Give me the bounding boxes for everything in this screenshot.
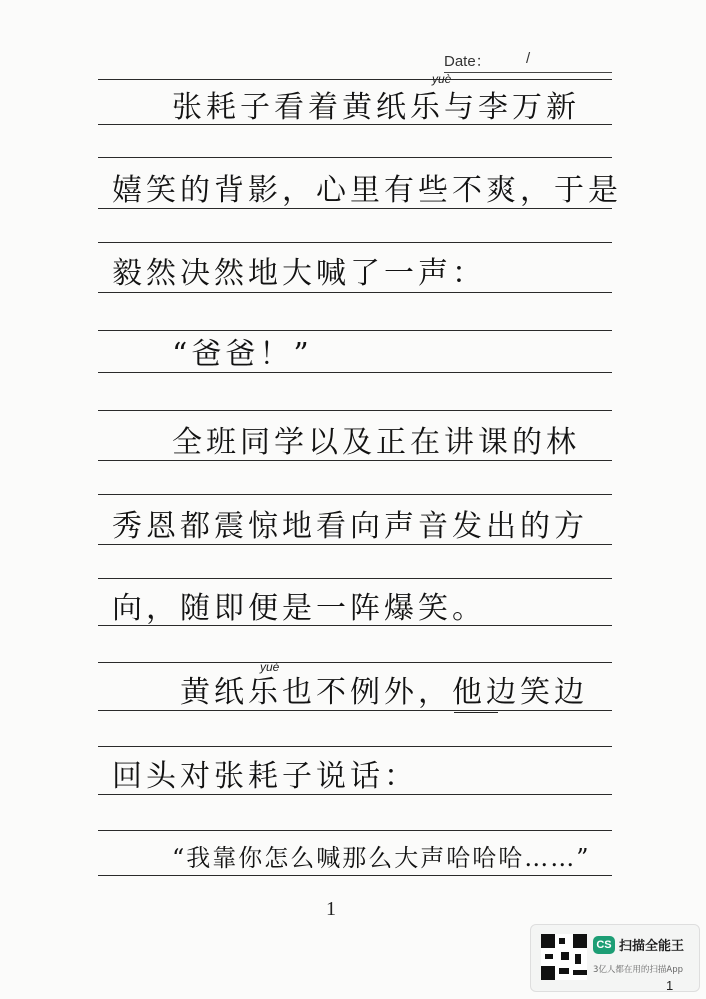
ruled-line	[98, 292, 612, 293]
date-field	[444, 50, 531, 71]
app-name: 扫描全能王	[619, 939, 685, 954]
date-label: Date：	[444, 53, 491, 70]
handwriting-line: 张耗子看着黄纸乐与李万新	[172, 90, 580, 125]
handwriting-line: 秀恩都震惊地看向声音发出的方	[112, 509, 588, 544]
ruled-line	[98, 578, 612, 579]
ruled-line	[98, 710, 612, 711]
ruled-line	[98, 330, 612, 331]
handwriting-line: “爸爸！”	[172, 337, 313, 372]
ruled-line	[98, 208, 612, 209]
underline-mark	[454, 712, 498, 713]
handwriting-line: 毅然决然地大喊了一声：	[112, 256, 486, 291]
handwriting-line: 嬉笑的背影，心里有些不爽，于是	[112, 173, 622, 208]
handwriting-line: 向，随即便是一阵爆笑。	[112, 591, 486, 626]
camscanner-watermark	[530, 924, 700, 992]
pinyin-annotation: yuè	[260, 660, 280, 674]
ruled-line	[98, 494, 612, 495]
ruled-line	[98, 460, 612, 461]
scan-page-index: 1	[666, 978, 674, 993]
ruled-line	[98, 372, 612, 373]
date-underline	[444, 72, 612, 73]
handwriting-line: 回头对张耗子说话：	[112, 759, 418, 794]
handwriting-line: 全班同学以及正在讲课的林	[172, 425, 580, 460]
ruled-line	[98, 544, 612, 545]
qr-code-icon	[541, 934, 587, 980]
handwriting-line: 黄纸乐也不例外，他边笑边	[180, 675, 588, 710]
ruled-line	[98, 410, 612, 411]
ruled-line	[98, 794, 612, 795]
pinyin-annotation: yuè	[432, 72, 452, 86]
app-tagline: 3亿人都在用的扫描App	[593, 965, 684, 975]
ruled-line	[98, 157, 612, 158]
ruled-line	[98, 746, 612, 747]
ruled-line	[98, 830, 612, 831]
handwriting-line: “我靠你怎么喊那么大声哈哈哈……”	[172, 844, 591, 872]
camscanner-logo-icon: CS	[593, 936, 615, 954]
ruled-line	[98, 79, 612, 80]
page-number: 1	[326, 898, 336, 920]
ruled-line	[98, 662, 612, 663]
date-slash: /	[526, 50, 531, 67]
ruled-line	[98, 242, 612, 243]
ruled-line	[98, 875, 612, 876]
